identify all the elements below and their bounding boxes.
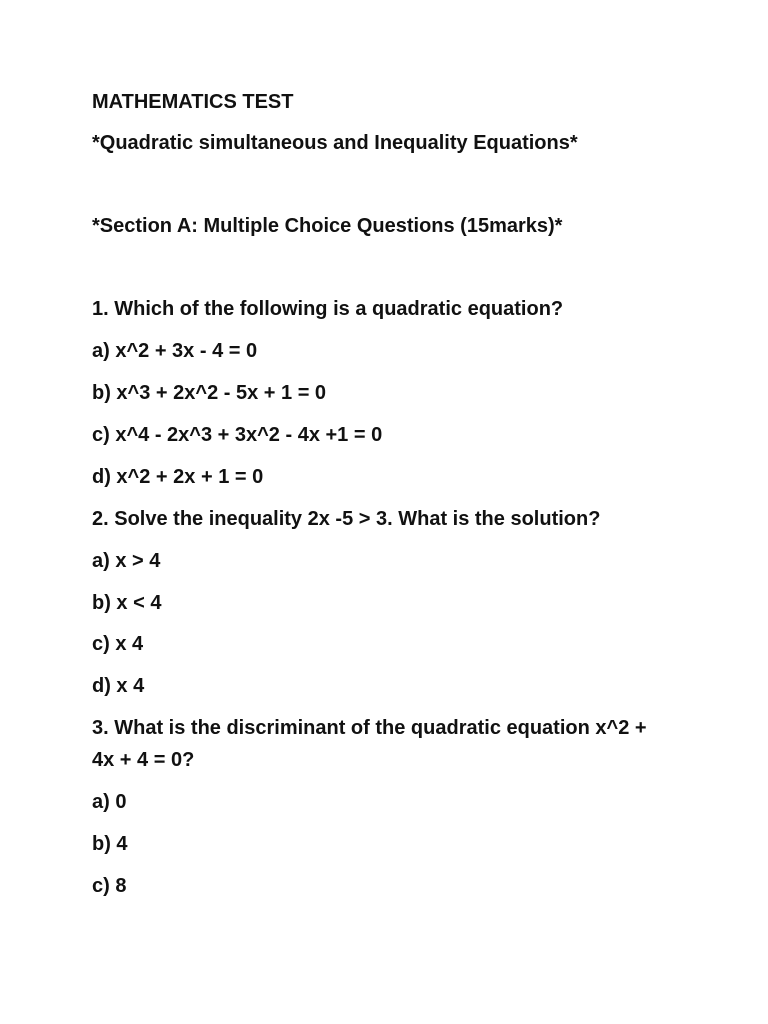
question-1-option-a: a) x^2 + 3x - 4 = 0: [92, 340, 258, 362]
question-1-option-b: b) x^3 + 2x^2 - 5x + 1 = 0: [92, 382, 327, 404]
question-3-option-b: b) 4: [92, 833, 128, 855]
question-3-text: 3. What is the discriminant of the quadratic equation x^2 + 4x + 4 = 0?: [92, 717, 647, 771]
question-1-option-d: d) x^2 + 2x + 1 = 0: [92, 466, 264, 488]
question-2-option-a: a) x > 4: [92, 550, 161, 572]
document-subtitle: *Quadratic simultaneous and Inequality Equations*: [92, 132, 578, 154]
section-heading: *Section A: Multiple Choice Questions (15marks)*: [92, 215, 563, 237]
question-3-option-c: c) 8: [92, 875, 127, 897]
document-title: MATHEMATICS TEST: [92, 91, 294, 113]
question-2-option-d: d) x 4: [92, 675, 145, 697]
question-2-text: 2. Solve the inequality 2x -5 > 3. What is the solution?: [92, 508, 601, 530]
question-2-option-b: b) x < 4: [92, 592, 162, 614]
question-3-option-a: a) 0: [92, 791, 127, 813]
question-1-text: 1. Which of the following is a quadratic equation?: [92, 298, 564, 320]
question-1-option-c: c) x^4 - 2x^3 + 3x^2 - 4x +1 = 0: [92, 424, 383, 446]
question-2-option-c: c) x 4: [92, 633, 144, 655]
